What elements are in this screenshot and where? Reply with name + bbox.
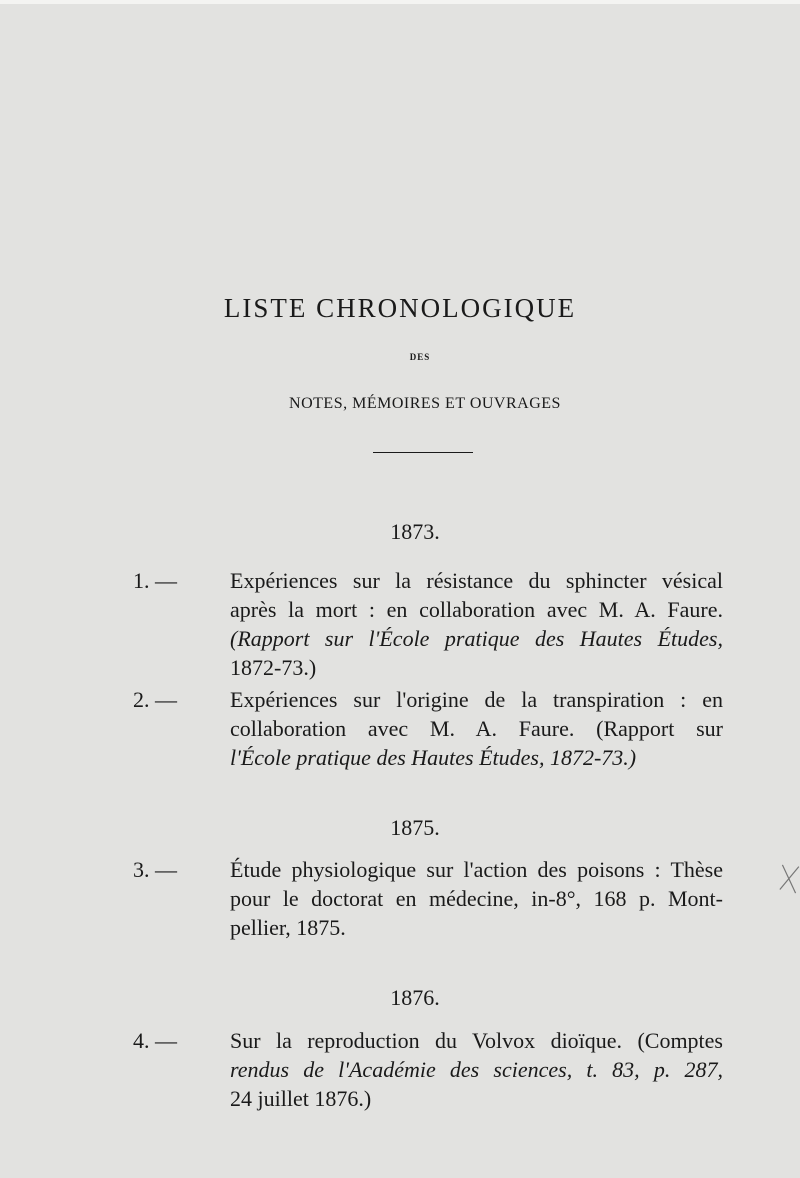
entry-line: Expériences sur la résistance du sphincter vésical [230, 568, 723, 593]
year-heading-1873: 1873. [390, 519, 440, 544]
entry-line: Sur la reproduction du Volvox dioïque. (Comptes [230, 1028, 723, 1053]
entry-1 [133, 566, 723, 682]
entry-3 [133, 855, 723, 942]
page-title: LISTE CHRONOLOGIQUE [223, 293, 577, 323]
entry-line: (Rapport sur l'École pratique des Hautes Études, [230, 626, 723, 651]
entry-number: 3. — [133, 857, 177, 882]
entry-line: 24 juillet 1876.) [230, 1086, 372, 1111]
entry-text [230, 566, 723, 682]
entry-2 [133, 685, 723, 772]
entry-text [230, 1026, 723, 1113]
entry-line: l'École pratique des Hautes Études, 1872-73.) [230, 745, 637, 770]
page-edge [0, 0, 800, 4]
entry-line: pellier, 1875. [230, 915, 346, 940]
entry-text [230, 855, 723, 942]
entry-4 [133, 1026, 723, 1113]
year-heading-1876: 1876. [390, 985, 440, 1010]
entry-text [230, 685, 723, 772]
entry-line: après la mort : en collaboration avec M. A. Faure. [230, 597, 723, 622]
entry-number: 2. — [133, 687, 177, 712]
entry-line: 1872-73.) [230, 655, 317, 680]
entry-line: rendus de l'Académie des sciences, t. 83, p. 287, [230, 1057, 723, 1082]
title-rule [373, 452, 473, 453]
entry-line: Expériences sur l'origine de la transpiration : en [230, 687, 723, 712]
entry-number: 1. — [133, 568, 177, 593]
page-subtitle: NOTES, MÉMOIRES ET OUVRAGES [289, 395, 561, 412]
entry-number: 4. — [133, 1028, 177, 1053]
title-connector: DES [409, 352, 431, 362]
year-heading-1875: 1875. [390, 815, 440, 840]
margin-pencil-mark [769, 858, 800, 900]
entry-line: collaboration avec M. A. Faure. (Rapport sur [230, 716, 723, 741]
entry-line: Étude physiologique sur l'action des poisons : Thèse [230, 857, 723, 882]
entry-line: pour le doctorat en médecine, in-8°, 168 p. Mont- [230, 886, 723, 911]
